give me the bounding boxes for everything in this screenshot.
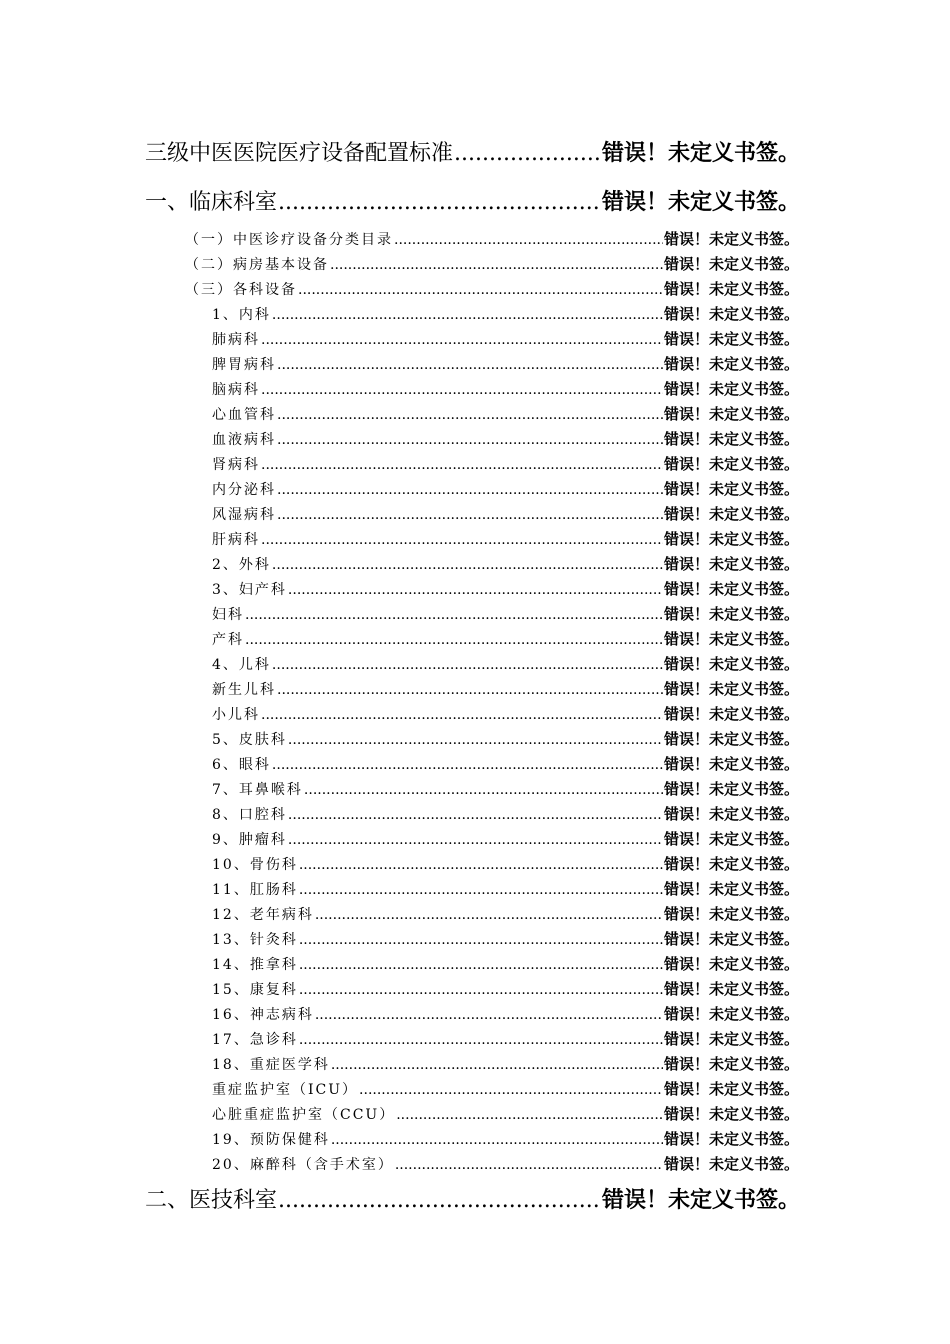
toc-entry-label: 1、内科 bbox=[212, 307, 271, 323]
toc-entry-ref: 错误！未定义书签。 bbox=[663, 230, 799, 248]
toc-entry-label: （一）中医诊疗设备分类目录 bbox=[185, 232, 393, 248]
toc-entry-ref: 错误！未定义书签。 bbox=[663, 880, 799, 898]
toc-entry-label: 5、皮肤科 bbox=[212, 732, 287, 748]
dot-leader bbox=[261, 332, 663, 348]
toc-entry[interactable] bbox=[212, 1028, 799, 1048]
toc-entry-ref: 错误！未定义书签。 bbox=[663, 955, 799, 973]
toc-entry-ref: 错误！未定义书签。 bbox=[663, 630, 799, 648]
toc-entry-label: 10、骨伤科 bbox=[212, 857, 298, 873]
toc-entry-ref: 错误！未定义书签。 bbox=[663, 1005, 799, 1023]
dot-leader bbox=[245, 632, 663, 648]
toc-entry-label: 16、神志病科 bbox=[212, 1007, 314, 1023]
toc-entry[interactable] bbox=[212, 378, 799, 398]
toc-entry-label: 6、眼科 bbox=[212, 757, 271, 773]
toc-entry-label: 重症监护室（ICU） bbox=[212, 1082, 359, 1098]
toc-entry[interactable] bbox=[212, 1153, 799, 1173]
dot-leader bbox=[315, 907, 663, 923]
toc-entry-label: 心脏重症监护室（CCU） bbox=[212, 1107, 396, 1123]
toc-entry[interactable] bbox=[212, 503, 799, 523]
toc-entry[interactable] bbox=[212, 628, 799, 648]
dot-leader bbox=[331, 1132, 663, 1148]
toc-entry-ref: 错误！未定义书签。 bbox=[663, 580, 799, 598]
toc-entry-label: 血液病科 bbox=[212, 432, 276, 448]
toc-entry-label: 肺病科 bbox=[212, 332, 260, 348]
dot-leader bbox=[315, 1007, 663, 1023]
dot-leader bbox=[396, 1107, 663, 1123]
toc-entry-ref: 错误！未定义书签。 bbox=[601, 141, 800, 166]
dot-leader bbox=[359, 1082, 663, 1098]
dot-leader bbox=[299, 1032, 663, 1048]
toc-entry-ref: 错误！未定义书签。 bbox=[663, 1130, 799, 1148]
toc-entry-ref: 错误！未定义书签。 bbox=[663, 780, 799, 798]
dot-leader bbox=[277, 507, 663, 523]
toc-entry-ref: 错误！未定义书签。 bbox=[663, 930, 799, 948]
dot-leader bbox=[278, 1188, 601, 1213]
toc-entry-label: 产科 bbox=[212, 632, 244, 648]
toc-entry-label: 脑病科 bbox=[212, 382, 260, 398]
toc-entry-ref: 错误！未定义书签。 bbox=[663, 380, 799, 398]
toc-entry-ref: 错误！未定义书签。 bbox=[663, 430, 799, 448]
toc-entry-section-1[interactable] bbox=[145, 185, 800, 215]
toc-entry-ref: 错误！未定义书签。 bbox=[663, 680, 799, 698]
toc-entry-ref: 错误！未定义书签。 bbox=[663, 530, 799, 548]
toc-entry-label: 18、重症医学科 bbox=[212, 1057, 330, 1073]
toc-entry[interactable] bbox=[212, 453, 799, 473]
toc-entry[interactable] bbox=[212, 753, 799, 773]
dot-leader bbox=[454, 141, 601, 166]
dot-leader bbox=[277, 407, 663, 423]
toc-entry-label: 心血管科 bbox=[212, 407, 276, 423]
toc-entry-ref: 错误！未定义书签。 bbox=[663, 730, 799, 748]
toc-entry[interactable] bbox=[212, 553, 799, 573]
toc-entry-ref: 错误！未定义书签。 bbox=[663, 1105, 799, 1123]
dot-leader bbox=[277, 432, 663, 448]
toc-entry[interactable] bbox=[212, 778, 799, 798]
toc-entry-ref: 错误！未定义书签。 bbox=[663, 830, 799, 848]
dot-leader bbox=[261, 707, 663, 723]
toc-entry[interactable] bbox=[212, 1103, 799, 1123]
dot-leader bbox=[331, 1057, 663, 1073]
toc-entry-label: 15、康复科 bbox=[212, 982, 298, 998]
toc-entry-ref: 错误！未定义书签。 bbox=[663, 1080, 799, 1098]
toc-entry-ref: 错误！未定义书签。 bbox=[663, 280, 799, 298]
toc-entry-ref: 错误！未定义书签。 bbox=[663, 755, 799, 773]
dot-leader bbox=[272, 557, 663, 573]
dot-leader bbox=[261, 382, 663, 398]
toc-entry-ref: 错误！未定义书签。 bbox=[663, 505, 799, 523]
toc-entry[interactable] bbox=[212, 1003, 799, 1023]
toc-entry-ref: 错误！未定义书签。 bbox=[601, 190, 800, 215]
toc-entry-label: 8、口腔科 bbox=[212, 807, 287, 823]
toc-entry[interactable] bbox=[212, 428, 799, 448]
toc-entry-label: 13、针灸科 bbox=[212, 932, 298, 948]
dot-leader bbox=[272, 757, 663, 773]
toc-entry-label: 14、推拿科 bbox=[212, 957, 298, 973]
dot-leader bbox=[395, 1157, 663, 1173]
toc-entry-label: 7、耳鼻喉科 bbox=[212, 782, 303, 798]
toc-entry[interactable] bbox=[212, 578, 799, 598]
toc-entry[interactable] bbox=[212, 953, 799, 973]
toc-entry-ref: 错误！未定义书签。 bbox=[663, 480, 799, 498]
dot-leader bbox=[288, 832, 663, 848]
toc-entry-label: 3、妇产科 bbox=[212, 582, 287, 598]
dot-leader bbox=[288, 732, 663, 748]
toc-entry[interactable] bbox=[212, 528, 799, 548]
toc-entry[interactable] bbox=[212, 1078, 799, 1098]
toc-entry[interactable] bbox=[212, 353, 799, 373]
toc-entry-label: 妇科 bbox=[212, 607, 244, 623]
dot-leader bbox=[278, 190, 601, 215]
toc-entry[interactable] bbox=[185, 228, 799, 248]
toc-entry-ref: 错误！未定义书签。 bbox=[663, 305, 799, 323]
toc-entry[interactable] bbox=[212, 653, 799, 673]
toc-entry[interactable] bbox=[212, 928, 799, 948]
dot-leader bbox=[261, 532, 663, 548]
toc-entry-ref: 错误！未定义书签。 bbox=[663, 705, 799, 723]
dot-leader bbox=[298, 282, 663, 298]
toc-entry[interactable] bbox=[212, 728, 799, 748]
toc-entry-label: 11、肛肠科 bbox=[212, 882, 298, 898]
toc-entry-label: 脾胃病科 bbox=[212, 357, 276, 373]
toc-entry-label: 肝病科 bbox=[212, 532, 260, 548]
dot-leader bbox=[272, 657, 663, 673]
dot-leader bbox=[330, 257, 663, 273]
dot-leader bbox=[277, 482, 663, 498]
toc-entry-ref: 错误！未定义书签。 bbox=[663, 905, 799, 923]
dot-leader bbox=[288, 582, 663, 598]
toc-entry-label: 9、肿瘤科 bbox=[212, 832, 287, 848]
toc-entry-label: 肾病科 bbox=[212, 457, 260, 473]
toc-entry-ref: 错误！未定义书签。 bbox=[663, 330, 799, 348]
toc-entry-ref: 错误！未定义书签。 bbox=[601, 1188, 800, 1213]
dot-leader bbox=[288, 807, 663, 823]
toc-entry[interactable] bbox=[212, 678, 799, 698]
dot-leader bbox=[299, 882, 663, 898]
toc-entry-label: （三）各科设备 bbox=[185, 282, 297, 298]
toc-entry-label: 内分泌科 bbox=[212, 482, 276, 498]
dot-leader bbox=[272, 307, 663, 323]
toc-entry-title[interactable] bbox=[145, 136, 800, 166]
toc-entry-ref: 错误！未定义书签。 bbox=[663, 1030, 799, 1048]
toc-entry-section-2[interactable] bbox=[145, 1183, 800, 1213]
toc-entry-label: 12、老年病科 bbox=[212, 907, 314, 923]
dot-leader bbox=[394, 232, 663, 248]
toc-entry-ref: 错误！未定义书签。 bbox=[663, 255, 799, 273]
dot-leader bbox=[299, 857, 663, 873]
toc-entry[interactable] bbox=[212, 978, 799, 998]
dot-leader bbox=[299, 982, 663, 998]
toc-entry-label: 19、预防保健科 bbox=[212, 1132, 330, 1148]
toc-entry-label: 风湿病科 bbox=[212, 507, 276, 523]
toc-entry-label: 20、麻醉科（含手术室） bbox=[212, 1157, 394, 1173]
toc-entry-label: 小儿科 bbox=[212, 707, 260, 723]
toc-entry[interactable] bbox=[185, 278, 799, 298]
dot-leader bbox=[261, 457, 663, 473]
toc-entry[interactable] bbox=[212, 403, 799, 423]
toc-entry-ref: 错误！未定义书签。 bbox=[663, 655, 799, 673]
toc-entry[interactable] bbox=[212, 803, 799, 823]
dot-leader bbox=[277, 357, 663, 373]
toc-entry-ref: 错误！未定义书签。 bbox=[663, 980, 799, 998]
toc-entry[interactable] bbox=[212, 328, 799, 348]
toc-entry-ref: 错误！未定义书签。 bbox=[663, 605, 799, 623]
toc-entry[interactable] bbox=[212, 903, 799, 923]
toc-entry-label: 二、医技科室 bbox=[145, 1188, 278, 1213]
dot-leader bbox=[245, 607, 663, 623]
toc-entry[interactable] bbox=[212, 1053, 799, 1073]
toc-entry[interactable] bbox=[212, 303, 799, 323]
toc-entry-ref: 错误！未定义书签。 bbox=[663, 1155, 799, 1173]
toc-entry-ref: 错误！未定义书签。 bbox=[663, 805, 799, 823]
dot-leader bbox=[299, 957, 663, 973]
dot-leader bbox=[299, 932, 663, 948]
toc-entry[interactable] bbox=[212, 603, 799, 623]
toc-entry[interactable] bbox=[212, 703, 799, 723]
toc-entry[interactable] bbox=[212, 478, 799, 498]
toc-entry-ref: 错误！未定义书签。 bbox=[663, 455, 799, 473]
toc-entry-label: （二）病房基本设备 bbox=[185, 257, 329, 273]
toc-entry-ref: 错误！未定义书签。 bbox=[663, 1055, 799, 1073]
toc-entry-label: 2、外科 bbox=[212, 557, 271, 573]
toc-entry[interactable] bbox=[212, 1128, 799, 1148]
toc-entry[interactable] bbox=[212, 878, 799, 898]
toc-entry-ref: 错误！未定义书签。 bbox=[663, 355, 799, 373]
toc-entry-ref: 错误！未定义书签。 bbox=[663, 405, 799, 423]
toc-entry[interactable] bbox=[185, 253, 799, 273]
toc-entry-ref: 错误！未定义书签。 bbox=[663, 555, 799, 573]
toc-entry-label: 新生儿科 bbox=[212, 682, 276, 698]
toc-entry-label: 一、临床科室 bbox=[145, 190, 278, 215]
dot-leader bbox=[304, 782, 663, 798]
dot-leader bbox=[277, 682, 663, 698]
toc-entry[interactable] bbox=[212, 853, 799, 873]
toc-entry-label: 4、儿科 bbox=[212, 657, 271, 673]
toc-entry-ref: 错误！未定义书签。 bbox=[663, 855, 799, 873]
toc-entry-label: 三级中医医院医疗设备配置标准 bbox=[145, 141, 454, 166]
toc-entry-label: 17、急诊科 bbox=[212, 1032, 298, 1048]
toc-entry[interactable] bbox=[212, 828, 799, 848]
